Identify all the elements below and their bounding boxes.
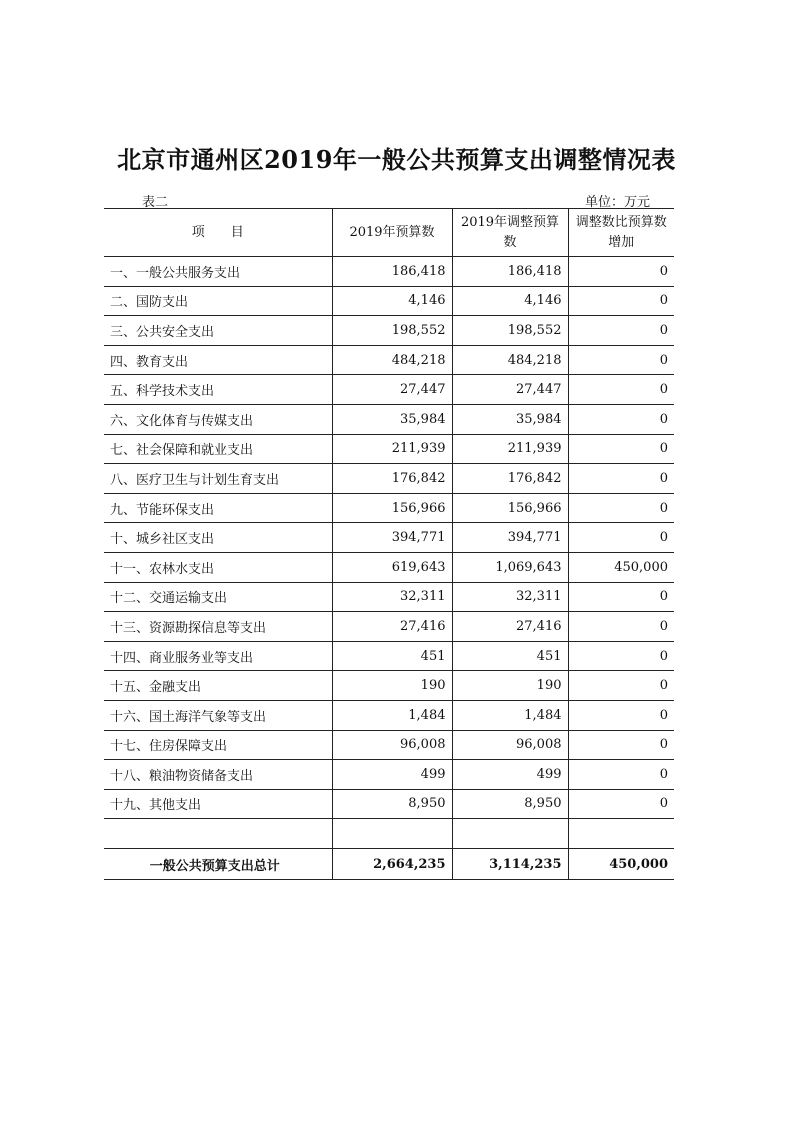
- table-body: [104, 257, 674, 880]
- row-budget: 484,218: [332, 345, 452, 375]
- total-increase: 450,000: [568, 849, 674, 880]
- header-row: [104, 209, 674, 257]
- row-increase: 0: [568, 316, 674, 346]
- table-row: [104, 730, 674, 760]
- total-row: [104, 849, 674, 880]
- row-increase: 0: [568, 434, 674, 464]
- blank-cell: [332, 819, 452, 849]
- table-row: [104, 434, 674, 464]
- row-increase: 0: [568, 760, 674, 790]
- row-name: 十、城乡社区支出: [104, 523, 332, 553]
- row-adjusted: 156,966: [452, 493, 568, 523]
- row-adjusted: 190: [452, 671, 568, 701]
- row-budget: 96,008: [332, 730, 452, 760]
- table-row: [104, 671, 674, 701]
- table-row: [104, 375, 674, 405]
- row-adjusted: 96,008: [452, 730, 568, 760]
- table-number: 表二: [142, 195, 169, 210]
- table-row: [104, 404, 674, 434]
- row-adjusted: 35,984: [452, 404, 568, 434]
- table-row: [104, 464, 674, 494]
- row-name: 十三、资源勘探信息等支出: [104, 612, 332, 642]
- header-increase: 调整数比预算数增加: [568, 209, 674, 257]
- blank-cell: [104, 819, 332, 849]
- row-adjusted: 176,842: [452, 464, 568, 494]
- row-adjusted: 394,771: [452, 523, 568, 553]
- row-increase: 0: [568, 464, 674, 494]
- row-adjusted: 1,069,643: [452, 552, 568, 582]
- table-row: [104, 316, 674, 346]
- row-name: 三、公共安全支出: [104, 316, 332, 346]
- row-budget: 198,552: [332, 316, 452, 346]
- row-budget: 1,484: [332, 700, 452, 730]
- row-budget: 186,418: [332, 257, 452, 287]
- table-row: [104, 286, 674, 316]
- row-name: 十五、金融支出: [104, 671, 332, 701]
- table-row: [104, 641, 674, 671]
- row-increase: 0: [568, 671, 674, 701]
- row-increase: 0: [568, 700, 674, 730]
- row-adjusted: 27,416: [452, 612, 568, 642]
- row-budget: 619,643: [332, 552, 452, 582]
- row-budget: 176,842: [332, 464, 452, 494]
- total-budget: 2,664,235: [332, 849, 452, 880]
- row-adjusted: 4,146: [452, 286, 568, 316]
- row-increase: 0: [568, 789, 674, 819]
- row-name: 七、社会保障和就业支出: [104, 434, 332, 464]
- table-row: [104, 789, 674, 819]
- row-increase: 0: [568, 493, 674, 523]
- table-row: [104, 700, 674, 730]
- row-adjusted: 186,418: [452, 257, 568, 287]
- row-increase: 0: [568, 286, 674, 316]
- row-budget: 211,939: [332, 434, 452, 464]
- table-row: [104, 612, 674, 642]
- blank-cell: [568, 819, 674, 849]
- page-title: 北京市通州区2019年一般公共预算支出调整情况表: [117, 145, 676, 174]
- row-budget: 4,146: [332, 286, 452, 316]
- header-adjusted: 2019年调整预算数: [452, 209, 568, 257]
- table-row: [104, 760, 674, 790]
- table-row: [104, 582, 674, 612]
- blank-cell: [452, 819, 568, 849]
- header-item: 项 目: [104, 209, 332, 257]
- row-increase: 0: [568, 345, 674, 375]
- total-label: 一般公共预算支出总计: [104, 849, 332, 880]
- row-increase: 0: [568, 730, 674, 760]
- blank-row: [104, 819, 674, 849]
- row-adjusted: 211,939: [452, 434, 568, 464]
- row-budget: 451: [332, 641, 452, 671]
- row-budget: 35,984: [332, 404, 452, 434]
- table-row: [104, 257, 674, 287]
- row-increase: 0: [568, 641, 674, 671]
- row-name: 四、教育支出: [104, 345, 332, 375]
- budget-table: [104, 208, 674, 880]
- unit-label: 单位：万元: [585, 195, 651, 210]
- row-adjusted: 499: [452, 760, 568, 790]
- table-row: [104, 345, 674, 375]
- row-adjusted: 484,218: [452, 345, 568, 375]
- table-row: [104, 523, 674, 553]
- row-name: 十八、粮油物资储备支出: [104, 760, 332, 790]
- row-budget: 27,447: [332, 375, 452, 405]
- row-adjusted: 27,447: [452, 375, 568, 405]
- row-budget: 190: [332, 671, 452, 701]
- row-name: 二、国防支出: [104, 286, 332, 316]
- row-increase: 0: [568, 257, 674, 287]
- row-budget: 394,771: [332, 523, 452, 553]
- row-budget: 8,950: [332, 789, 452, 819]
- row-name: 一、一般公共服务支出: [104, 257, 332, 287]
- row-budget: 499: [332, 760, 452, 790]
- table-row: [104, 552, 674, 582]
- row-adjusted: 1,484: [452, 700, 568, 730]
- row-increase: 0: [568, 612, 674, 642]
- row-name: 十一、农林水支出: [104, 552, 332, 582]
- row-increase: 0: [568, 404, 674, 434]
- row-adjusted: 451: [452, 641, 568, 671]
- row-increase: 450,000: [568, 552, 674, 582]
- row-name: 十四、商业服务业等支出: [104, 641, 332, 671]
- row-name: 十七、住房保障支出: [104, 730, 332, 760]
- row-budget: 32,311: [332, 582, 452, 612]
- row-name: 十六、国土海洋气象等支出: [104, 700, 332, 730]
- total-adjusted: 3,114,235: [452, 849, 568, 880]
- row-adjusted: 198,552: [452, 316, 568, 346]
- row-budget: 27,416: [332, 612, 452, 642]
- row-budget: 156,966: [332, 493, 452, 523]
- row-name: 十二、交通运输支出: [104, 582, 332, 612]
- row-name: 六、文化体育与传媒支出: [104, 404, 332, 434]
- row-increase: 0: [568, 375, 674, 405]
- row-increase: 0: [568, 523, 674, 553]
- row-name: 八、医疗卫生与计划生育支出: [104, 464, 332, 494]
- table-row: [104, 493, 674, 523]
- row-adjusted: 8,950: [452, 789, 568, 819]
- row-name: 五、科学技术支出: [104, 375, 332, 405]
- row-adjusted: 32,311: [452, 582, 568, 612]
- row-name: 十九、其他支出: [104, 789, 332, 819]
- row-name: 九、节能环保支出: [104, 493, 332, 523]
- header-budget: 2019年预算数: [332, 209, 452, 257]
- row-increase: 0: [568, 582, 674, 612]
